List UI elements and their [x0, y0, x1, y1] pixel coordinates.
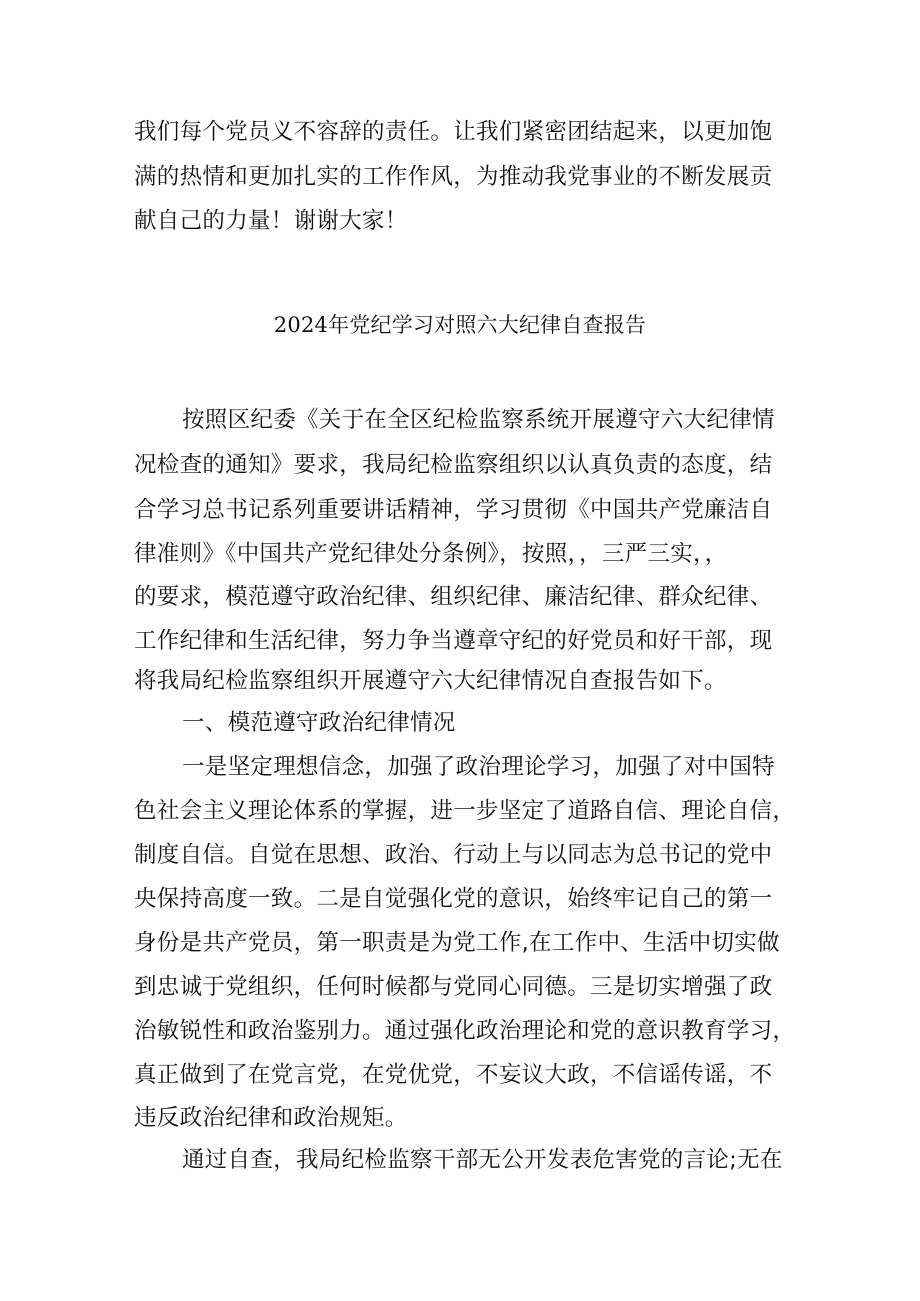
body-line-15: 治敏锐性和政治鉴别力。通过强化政治理论和党的意识教育学习， — [134, 1018, 796, 1044]
intro-line-3: 献自己的力量！谢谢大家！ — [134, 208, 408, 234]
intro-line-2: 满的热情和更加扎实的工作作风，为推动我党事业的不断发展贡 — [134, 164, 773, 190]
body-line-4: 律准则》《中国共产党纪律处分条例》，按照，，三严三实，， — [134, 541, 728, 567]
body-line-7: 将我局纪检监察组织开展遵守六大纪律情况自查报告如下。 — [134, 668, 727, 694]
section-heading-political-discipline: 一、模范遵守政治纪律情况 — [182, 710, 456, 736]
body-line-10: 色社会主义理论体系的掌握，进一步坚定了道路自信、理论自信， — [134, 798, 796, 824]
body-line-1: 按照区纪委《关于在全区纪检监察系统开展遵守六大纪律情 — [182, 407, 775, 433]
intro-line-1: 我们每个党员义不容辞的责任。让我们紧密团结起来，以更加饱 — [134, 119, 773, 145]
body-line-11: 制度自信。自觉在思想、政治、行动上与以同志为总书记的党中 — [134, 842, 773, 868]
body-line-6: 工作纪律和生活纪律，努力争当遵章守纪的好党员和好干部，现 — [134, 628, 773, 654]
body-line-18: 通过自查，我局纪检监察干部无公开发表危害党的言论;无在 — [182, 1147, 783, 1173]
body-line-9: 一是坚定理想信念，加强了政治理论学习，加强了对中国特 — [182, 754, 775, 780]
body-line-16: 真正做到了在党言党，在党优党，不妄议大政，不信谣传谣，不 — [134, 1062, 773, 1088]
body-line-14: 到忠诚于党组织，任何时候都与党同心同德。三是切实增强了政 — [134, 974, 773, 1000]
body-line-5: 的要求，模范遵守政治纪律、组织纪律、廉洁纪律、群众纪律、 — [134, 584, 773, 610]
body-line-3: 合学习总书记系列重要讲话精神，学习贯彻《中国共产党廉洁自 — [134, 497, 773, 523]
body-line-12: 央保持高度一致。二是自觉强化党的意识，始终牢记自己的第一 — [134, 886, 773, 912]
body-line-13: 身份是共产党员，第一职责是为党工作,在工作中、生活中切实做 — [134, 930, 780, 956]
body-line-17: 违反政治纪律和政治规矩。 — [134, 1105, 408, 1131]
body-line-2: 况检查的通知》要求，我局纪检监察组织以认真负责的态度，结 — [134, 452, 773, 478]
report-title: 2024年党纪学习对照六大纪律自查报告 — [273, 313, 647, 337]
